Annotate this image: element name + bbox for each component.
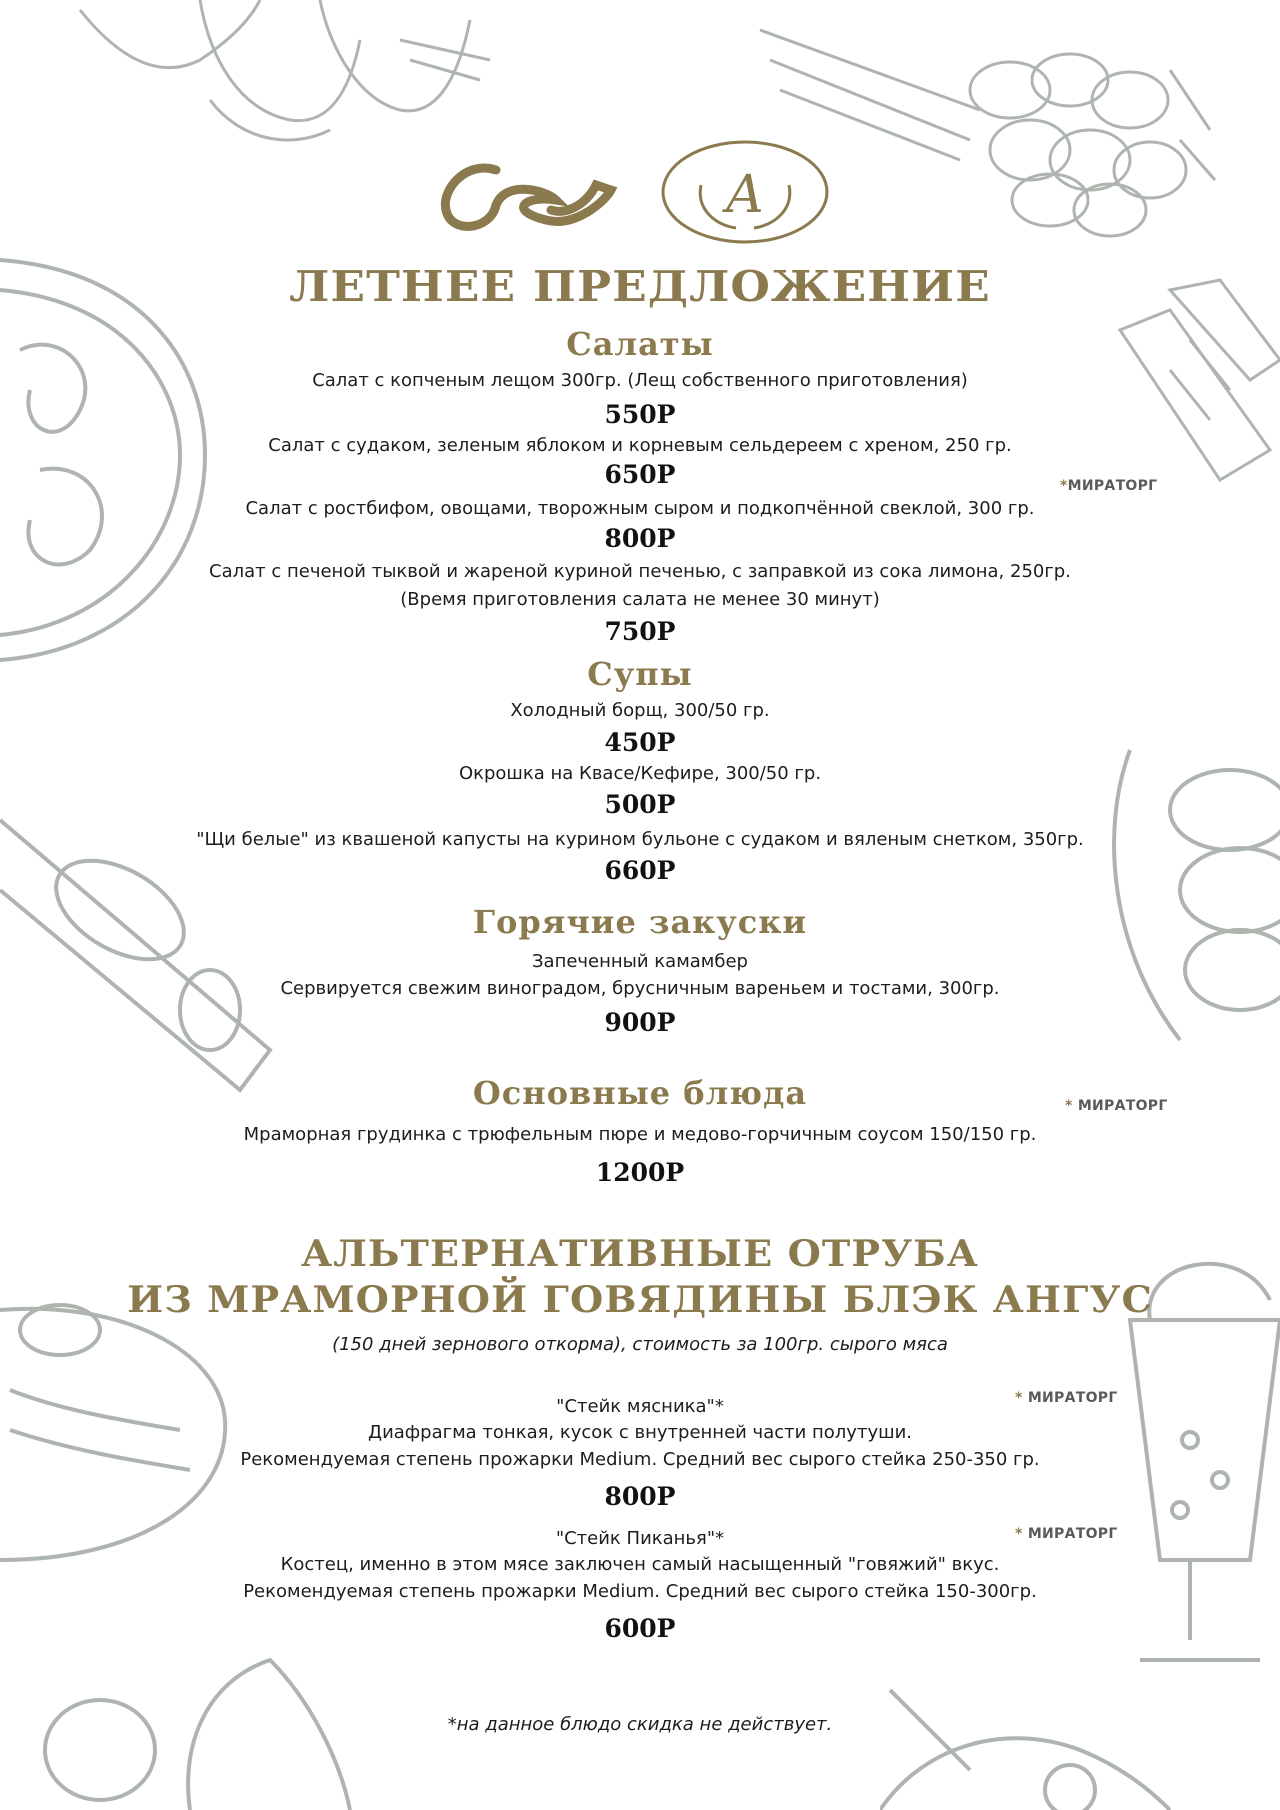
hot-1-description: Сервируется свежим виноградом, брусничным вареньем и тостами, 300гр. bbox=[280, 978, 1000, 999]
footnote: *на данное блюдо скидка не действует. bbox=[447, 1714, 833, 1735]
soup-1-price: 450Р bbox=[604, 728, 676, 757]
page-title: ЛЕТНЕЕ ПРЕДЛОЖЕНИЕ bbox=[289, 262, 991, 311]
soup-1-description: Холодный борщ, 300/50 гр. bbox=[510, 700, 770, 721]
hot-1-name: Запеченный камамбер bbox=[532, 951, 748, 972]
salad-1-price: 550Р bbox=[604, 400, 676, 429]
salad-1-description: Салат с копченым лещом 300гр. (Лещ собственного приготовления) bbox=[312, 370, 968, 391]
salad-4-description: Салат с печеной тыквой и жареной куриной печенью, с заправкой из сока лимона, 250гр. bbox=[209, 561, 1071, 582]
section-title-mains: Основные блюда bbox=[472, 1074, 808, 1112]
salad-4-price: 750Р bbox=[604, 617, 676, 646]
salad-2-price: 650Р bbox=[604, 460, 676, 489]
salad-4-note: (Время приготовления салата не менее 30 минут) bbox=[400, 589, 880, 610]
steak-2-price: 600Р bbox=[604, 1614, 676, 1643]
logo-monogram: А bbox=[725, 165, 765, 225]
main-1-price: 1200Р bbox=[595, 1158, 685, 1187]
salad-3-description: Салат с ростбифом, овощами, творожным сыром и подкопчённой свеклой, 300 гр. bbox=[245, 498, 1035, 519]
salad-3-price: 800Р bbox=[604, 524, 676, 553]
steak-2-description: Костец, именно в этом мясе заключен самый насыщенный "говяжий" вкус. bbox=[280, 1554, 1000, 1575]
alt-cuts-title-line-2: ИЗ МРАМОРНОЙ ГОВЯДИНЫ БЛЭК АНГУС bbox=[127, 1279, 1153, 1321]
section-title-salads: Салаты bbox=[566, 325, 714, 363]
steak-1-recommendation: Рекомендуемая степень прожарки Medium. Средний вес сырого стейка 250-350 гр. bbox=[240, 1449, 1040, 1470]
steak-1-name: "Стейк мясника"* bbox=[556, 1396, 724, 1417]
soup-2-description: Окрошка на Квасе/Кефире, 300/50 гр. bbox=[458, 763, 822, 784]
soup-3-description: "Щи белые" из квашеной капусты на курином бульоне с судаком и вяленым снетком, 350гр. bbox=[196, 829, 1084, 850]
steak-1-price: 800Р bbox=[604, 1482, 676, 1511]
miratorg-badge-salad: *МИРАТОРГ bbox=[1060, 478, 1158, 494]
steak-1-description: Диафрагма тонкая, кусок с внутренней части полутуши. bbox=[368, 1422, 912, 1443]
soup-2-price: 500Р bbox=[604, 790, 676, 819]
alt-cuts-title-line-1: АЛЬТЕРНАТИВНЫЕ ОТРУБА bbox=[301, 1233, 979, 1275]
miratorg-badge-steak-1: * МИРАТОРГ bbox=[1015, 1390, 1118, 1406]
salad-2-description: Салат с судаком, зеленым яблоком и корневым сельдереем с хреном, 250 гр. bbox=[268, 435, 1012, 456]
steak-2-recommendation: Рекомендуемая степень прожарки Medium. Средний вес сырого стейка 150-300гр. bbox=[243, 1581, 1037, 1602]
restaurant-logo bbox=[436, 140, 836, 250]
steak-2-name: "Стейк Пиканья"* bbox=[555, 1528, 725, 1549]
hot-1-price: 900Р bbox=[604, 1008, 676, 1037]
main-1-description: Мраморная грудинка с трюфельным пюре и медово-горчичным соусом 150/150 гр. bbox=[243, 1124, 1037, 1145]
soup-3-price: 660Р bbox=[604, 856, 676, 885]
section-title-soups: Супы bbox=[587, 655, 693, 693]
section-title-hot-appetizers: Горячие закуски bbox=[472, 903, 808, 941]
alt-cuts-subtitle: (150 дней зернового откорма), стоимость за 100гр. сырого мяса bbox=[332, 1334, 948, 1355]
miratorg-badge-mains: * МИРАТОРГ bbox=[1065, 1098, 1168, 1114]
miratorg-badge-steak-2: * МИРАТОРГ bbox=[1015, 1526, 1118, 1542]
